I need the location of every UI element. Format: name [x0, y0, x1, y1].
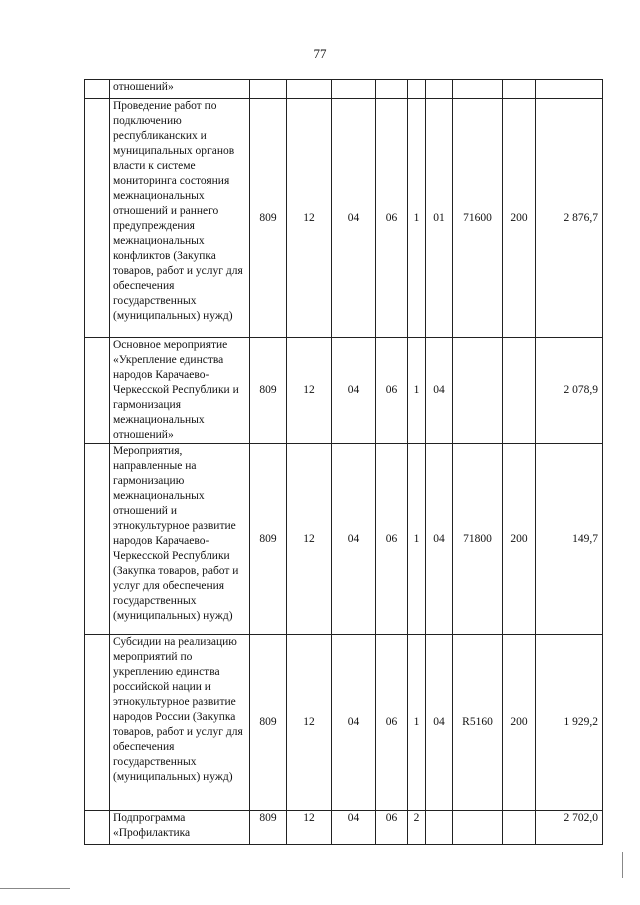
subprogram-code: 1 — [408, 338, 426, 444]
subsection-code: 04 — [332, 635, 376, 811]
blank-cell — [85, 811, 110, 845]
program-code: 06 — [376, 99, 408, 338]
budget-table — [84, 79, 603, 845]
expense-type-code — [503, 80, 536, 99]
amount: 149,7 — [536, 444, 603, 635]
table-row — [85, 811, 603, 845]
subsection-code: 04 — [332, 811, 376, 845]
subsection-code: 04 — [332, 99, 376, 338]
table-row — [85, 444, 603, 635]
expense-type-code — [503, 338, 536, 444]
row-name: отношений» — [110, 80, 250, 99]
direction-code: R5160 — [453, 635, 503, 811]
admin-code: 809 — [250, 635, 287, 811]
admin-code: 809 — [250, 811, 287, 845]
expense-type-code: 200 — [503, 99, 536, 338]
direction-code — [453, 811, 503, 845]
subprogram-code: 1 — [408, 444, 426, 635]
expense-type-code: 200 — [503, 635, 536, 811]
amount: 1 929,2 — [536, 635, 603, 811]
section-code — [287, 80, 332, 99]
event-code: 04 — [426, 338, 453, 444]
section-code: 12 — [287, 811, 332, 845]
admin-code: 809 — [250, 338, 287, 444]
section-code: 12 — [287, 338, 332, 444]
expense-type-code: 200 — [503, 444, 536, 635]
row-name: Мероприятия, направленные на гармонизацию межнациональных отношений и этнокультурное развитие народов Карачаево-Черкесской Республики (Закупка товаров, работ и услуг для обеспечения государственных (муниципальных) нужд) — [110, 444, 250, 635]
section-code: 12 — [287, 444, 332, 635]
scan-artifact-line — [0, 888, 70, 889]
program-code: 06 — [376, 444, 408, 635]
event-code — [426, 811, 453, 845]
subsection-code — [332, 80, 376, 99]
blank-cell — [85, 338, 110, 444]
row-name: Подпрограмма «Профилактика — [110, 811, 250, 845]
admin-code: 809 — [250, 444, 287, 635]
program-code — [376, 80, 408, 99]
subprogram-code: 2 — [408, 811, 426, 845]
direction-code: 71600 — [453, 99, 503, 338]
subprogram-code — [408, 80, 426, 99]
subprogram-code: 1 — [408, 635, 426, 811]
subprogram-code: 1 — [408, 99, 426, 338]
event-code — [426, 80, 453, 99]
table-row — [85, 338, 603, 444]
blank-cell — [85, 99, 110, 338]
amount: 2 078,9 — [536, 338, 603, 444]
program-code: 06 — [376, 811, 408, 845]
direction-code — [453, 338, 503, 444]
amount — [536, 80, 603, 99]
row-name: Проведение работ по подключению республиканских и муниципальных органов власти к системе мониторинга состояния межнациональных отношений и раннего предупреждения межнациональных конфликтов (Закупка товаров, работ и услуг для обеспечения государственных (муниципальных) нужд) — [110, 99, 250, 338]
event-code: 01 — [426, 99, 453, 338]
event-code: 04 — [426, 444, 453, 635]
blank-cell — [85, 444, 110, 635]
page-number: 77 — [313, 46, 327, 61]
subsection-code: 04 — [332, 338, 376, 444]
table-row — [85, 635, 603, 811]
expense-type-code — [503, 811, 536, 845]
section-code: 12 — [287, 99, 332, 338]
section-code: 12 — [287, 635, 332, 811]
table-row — [85, 80, 603, 99]
direction-code: 71800 — [453, 444, 503, 635]
admin-code: 809 — [250, 99, 287, 338]
blank-cell — [85, 80, 110, 99]
row-name: Субсидии на реализацию мероприятий по укреплению единства российской нации и этнокультурное развитие народов России (Закупка товаров, работ и услуг для обеспечения государственных (муниципальных) нужд) — [110, 635, 250, 811]
amount: 2 876,7 — [536, 99, 603, 338]
scan-artifact-line — [622, 852, 623, 878]
subsection-code: 04 — [332, 444, 376, 635]
table-row — [85, 99, 603, 338]
amount: 2 702,0 — [536, 811, 603, 845]
admin-code — [250, 80, 287, 99]
program-code: 06 — [376, 338, 408, 444]
direction-code — [453, 80, 503, 99]
blank-cell — [85, 635, 110, 811]
event-code: 04 — [426, 635, 453, 811]
row-name: Основное мероприятие «Укрепление единства народов Карачаево-Черкесской Республики и гармонизация межнациональных отношений» — [110, 338, 250, 444]
program-code: 06 — [376, 635, 408, 811]
